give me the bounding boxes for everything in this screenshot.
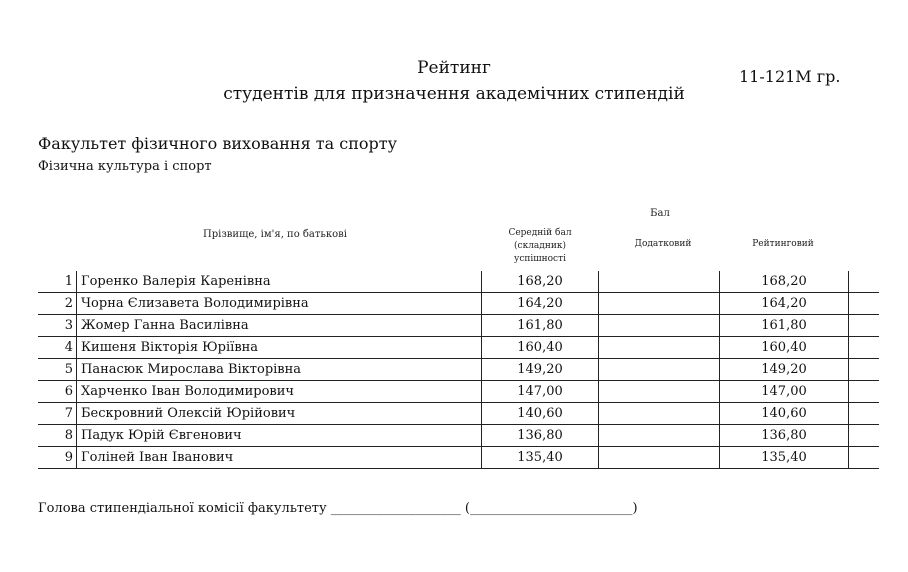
average-score: 140,60 (482, 403, 599, 425)
average-score: 161,80 (482, 315, 599, 337)
rating-table (38, 271, 879, 469)
table-row (38, 359, 879, 381)
column-header-name: Прізвище, ім'я, по батькові (203, 229, 347, 240)
row-number: 1 (38, 271, 77, 293)
table-row (38, 447, 879, 469)
student-name: Бескровний Олексій Юрійович (77, 403, 482, 425)
table-row (38, 337, 879, 359)
empty-cell (849, 271, 880, 293)
average-score: 135,40 (482, 447, 599, 469)
additional-score (599, 403, 720, 425)
empty-cell (849, 381, 880, 403)
rating-score: 136,80 (720, 425, 849, 447)
average-score: 168,20 (482, 271, 599, 293)
additional-score (599, 315, 720, 337)
faculty-name: Факультет фізичного виховання та спорту (38, 134, 397, 153)
student-name: Жомер Ганна Василівна (77, 315, 482, 337)
group-label: 11-121М гр. (739, 67, 841, 86)
column-header-additional: Додатковий (634, 239, 692, 249)
rating-score: 135,40 (720, 447, 849, 469)
student-name: Панасюк Мирослава Вікторівна (77, 359, 482, 381)
average-score: 160,40 (482, 337, 599, 359)
additional-score (599, 271, 720, 293)
document-title: Рейтинг (417, 58, 491, 78)
empty-cell (849, 425, 880, 447)
empty-cell (849, 359, 880, 381)
table-row (38, 293, 879, 315)
student-name: Кишеня Вікторія Юріївна (77, 337, 482, 359)
student-name: Падук Юрій Євгенович (77, 425, 482, 447)
row-number: 7 (38, 403, 77, 425)
document-subtitle: студентів для призначення академічних стипендій (223, 84, 685, 104)
rating-score: 140,60 (720, 403, 849, 425)
additional-score (599, 359, 720, 381)
footer-signature-line: Голова стипендіальної комісії факультету ____________________ (_________________________) (38, 501, 638, 516)
row-number: 2 (38, 293, 77, 315)
column-header-rating: Рейтинговий (752, 239, 814, 249)
rating-score: 168,20 (720, 271, 849, 293)
additional-score (599, 447, 720, 469)
student-name: Горенко Валерія Каренівна (77, 271, 482, 293)
empty-cell (849, 293, 880, 315)
empty-cell (849, 337, 880, 359)
empty-cell (849, 447, 880, 469)
row-number: 6 (38, 381, 77, 403)
average-score: 136,80 (482, 425, 599, 447)
additional-score (599, 425, 720, 447)
student-name: Чорна Єлизавета Володимирівна (77, 293, 482, 315)
empty-cell (849, 403, 880, 425)
row-number: 5 (38, 359, 77, 381)
column-header-bal: Бал (650, 208, 670, 219)
table-row (38, 315, 879, 337)
student-name: Голіней Іван Іванович (77, 447, 482, 469)
column-header-average: Середній бал (складник) успішності (508, 228, 572, 264)
row-number: 4 (38, 337, 77, 359)
rating-score: 164,20 (720, 293, 849, 315)
row-number: 9 (38, 447, 77, 469)
rating-score: 149,20 (720, 359, 849, 381)
row-number: 3 (38, 315, 77, 337)
specialty-name: Фізична культура і спорт (38, 159, 212, 174)
average-score: 149,20 (482, 359, 599, 381)
additional-score (599, 337, 720, 359)
empty-cell (849, 315, 880, 337)
additional-score (599, 293, 720, 315)
table-row (38, 381, 879, 403)
table-row (38, 271, 879, 293)
row-number: 8 (38, 425, 77, 447)
average-score: 164,20 (482, 293, 599, 315)
additional-score (599, 381, 720, 403)
table-row (38, 425, 879, 447)
rating-score: 147,00 (720, 381, 849, 403)
rating-table-body (38, 271, 879, 469)
table-row (38, 403, 879, 425)
rating-score: 161,80 (720, 315, 849, 337)
rating-score: 160,40 (720, 337, 849, 359)
average-score: 147,00 (482, 381, 599, 403)
student-name: Харченко Іван Володимирович (77, 381, 482, 403)
